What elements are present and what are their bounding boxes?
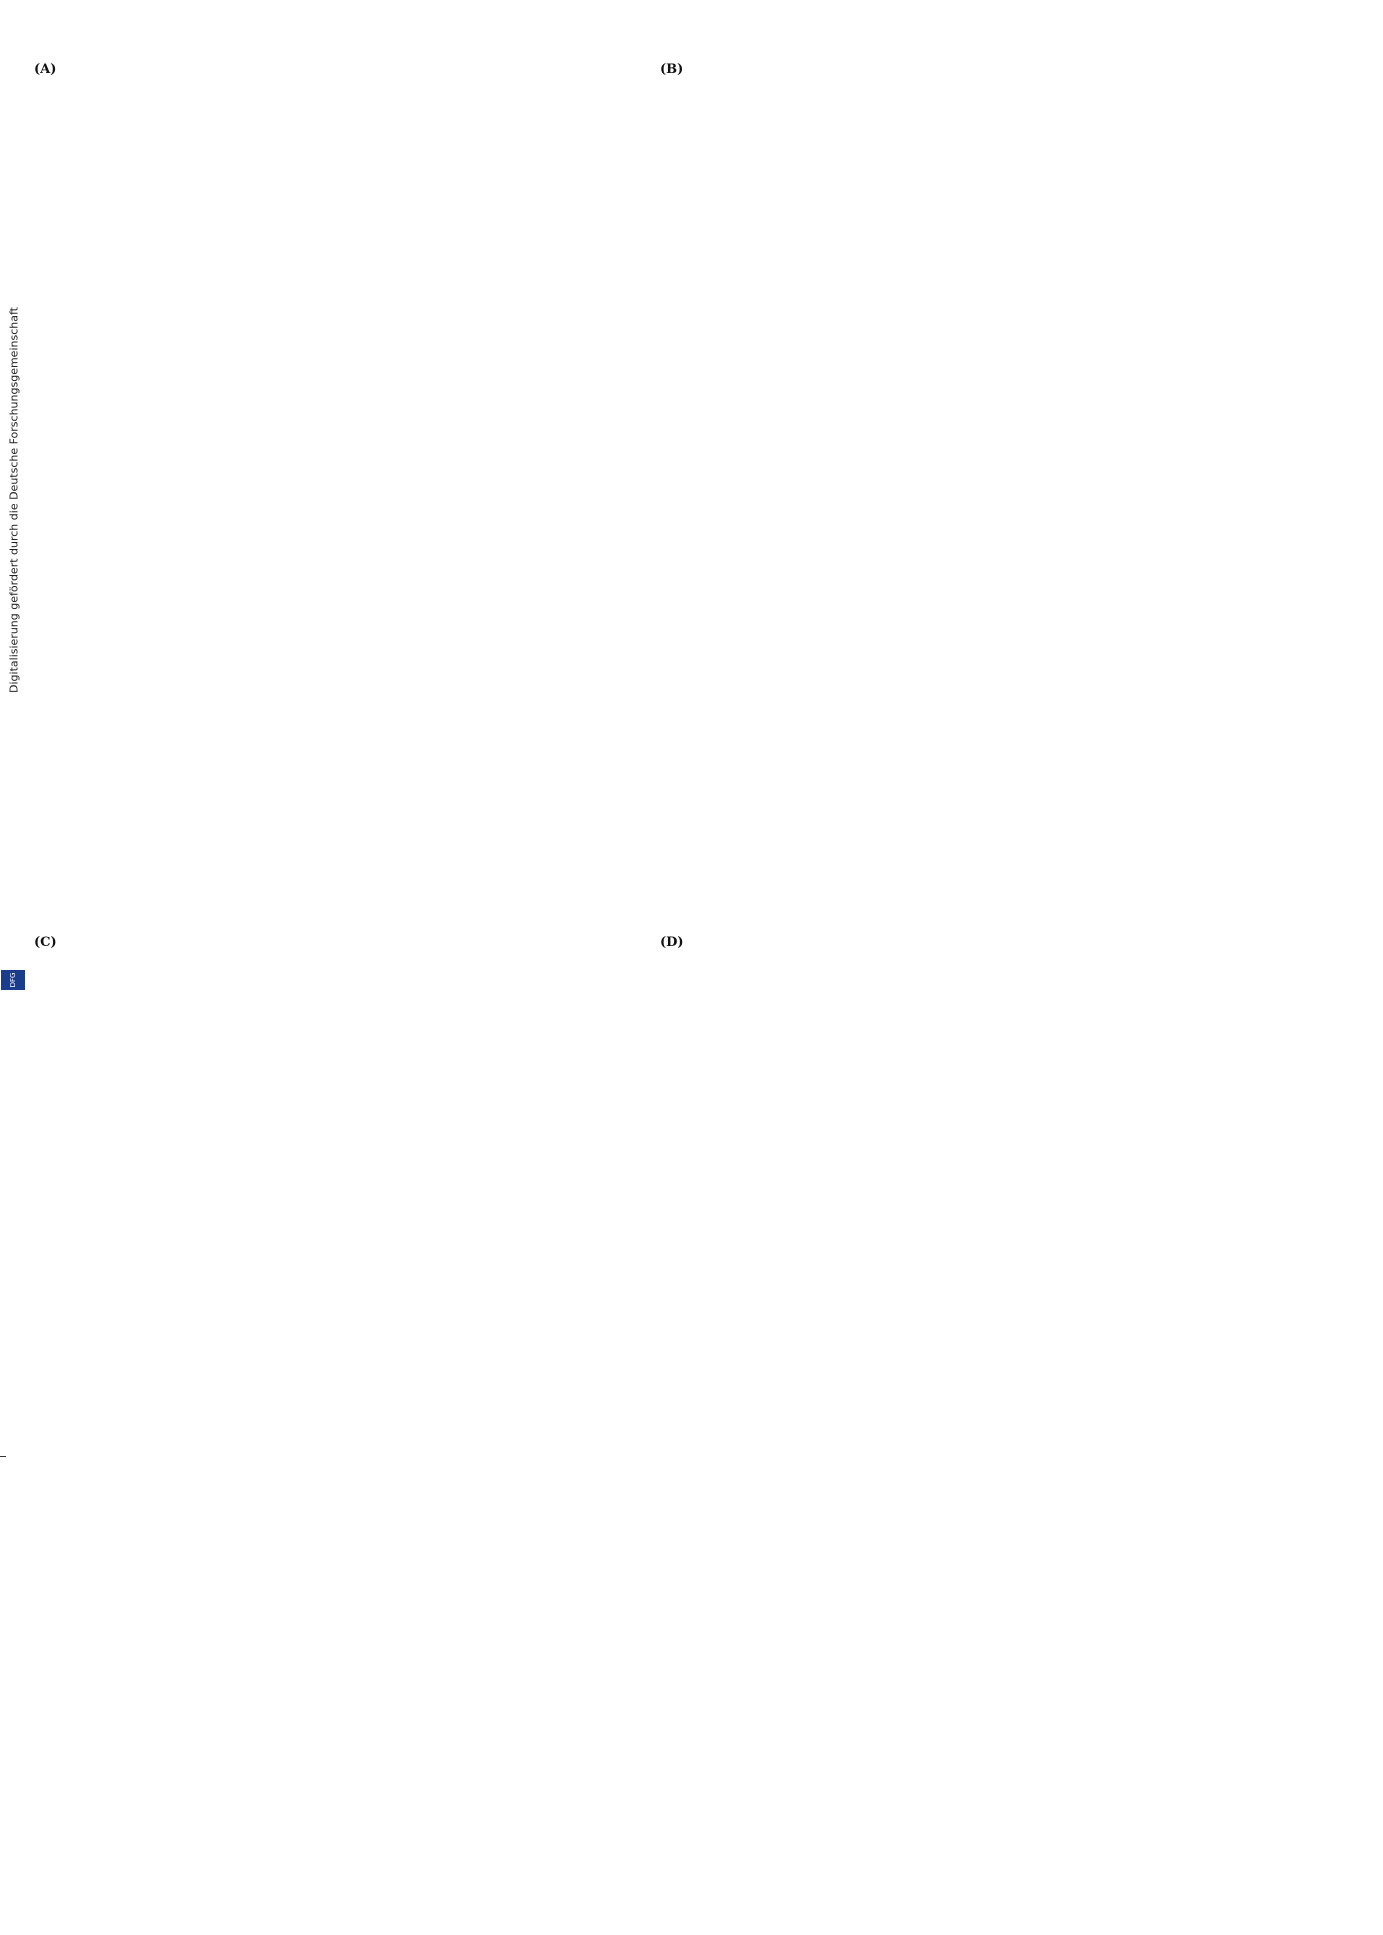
digitization-credit (3, 0, 25, 1000)
margin-letter-a: (A) (34, 62, 56, 77)
margin-letter-c: (C) (34, 935, 57, 950)
credit-text: Digitalisierung gefördert durch die Deutsche Forschungsgemeinschaft (8, 307, 21, 693)
right-column (0, 975, 6, 1443)
margin-letter-b: (B) (660, 62, 683, 77)
margin-letter-d: (D) (660, 935, 684, 950)
rotated-page-frame (0, 975, 20, 1935)
left-column (0, 1457, 6, 1935)
dfg-logo-icon: DFG (1, 970, 25, 990)
page-content (0, 975, 20, 1935)
text-columns (0, 975, 6, 1935)
